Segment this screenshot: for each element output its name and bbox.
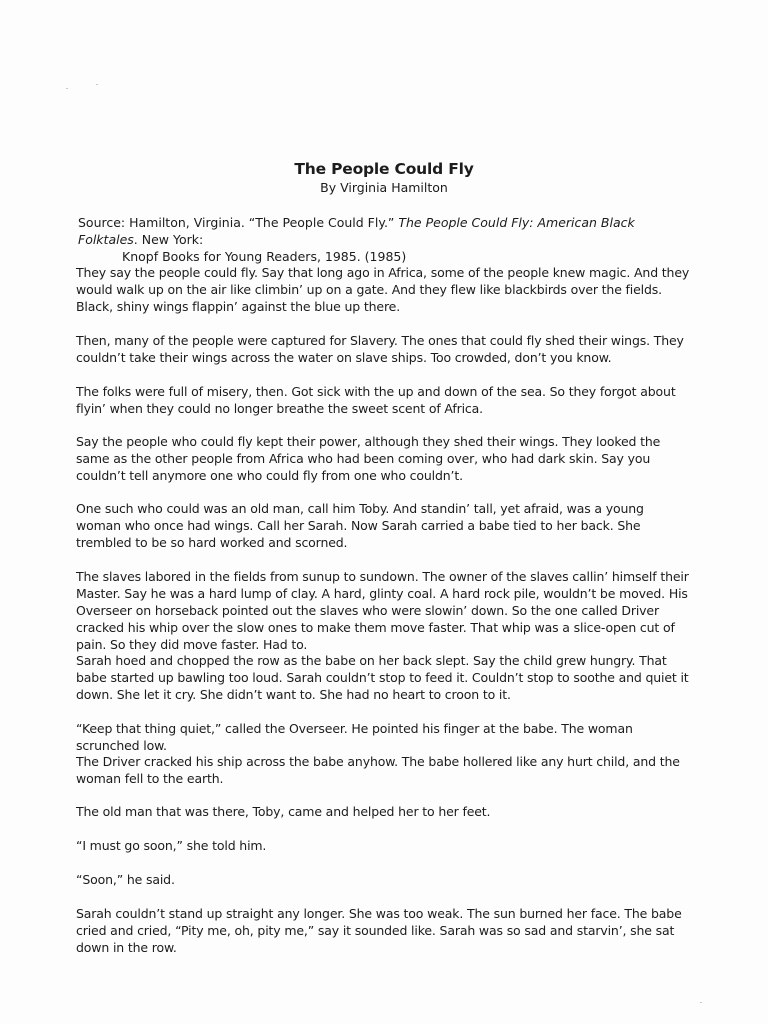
paragraph: Then, many of the people were captured for Slavery. The ones that could fly shed their wings. They couldn’t take their wings across the water on slave ships. Too crowded, don’t you know. xyxy=(76,333,684,365)
source-citation xyxy=(78,214,698,265)
paragraph: One such who could was an old man, call him Toby. And standin’ tall, yet afraid, was a young woman who once had wings. Call her Sarah. Now Sarah carried a babe tied to her back. She trembled to be so hard worked and scorned. xyxy=(76,501,644,550)
paragraph: Sarah couldn’t stand up straight any longer. She was too weak. The sun burned her face. The babe cried and cried, “Pity me, oh, pity me,” say it sounded like. Sarah was so sad and starvin’, she sat down in the row. xyxy=(76,906,682,955)
scan-speck xyxy=(66,88,68,89)
document-title: The People Could Fly xyxy=(294,160,474,178)
paragraph: Sarah hoed and chopped the row as the babe on her back slept. Say the child grew hungry. That babe started up bawling too loud. Sarah couldn’t stop to feed it. Couldn’t stop to soothe and quiet it down. She let it cry. She didn’t want to. She had no heart to croon to it. xyxy=(76,653,689,702)
paragraph: The Driver cracked his ship across the babe anyhow. The babe hollered like any hurt child, and the woman fell to the earth. xyxy=(76,754,680,786)
source-book-title: The People Could Fly: American Black Folktales xyxy=(78,215,635,247)
paragraph: The slaves labored in the fields from sunup to sundown. The owner of the slaves callin’ himself their Master. Say he was a hard lump of clay. A hard, glinty coal. A hard rock pile, wouldn’t be moved. His Overseer on horseback pointed out the slaves who were slowin’ down. So the one called Driver cracked his whip over the slow ones to make them move faster. That whip was a slice-open cut of pain. So they did move faster. Had to. xyxy=(76,569,689,652)
source-lead: Source: Hamilton, Virginia. “The People Could Fly.” xyxy=(78,215,399,230)
paragraph: “Soon,” he said. xyxy=(76,872,175,887)
scan-speck xyxy=(96,84,98,85)
paragraph: The folks were full of misery, then. Got sick with the up and down of the sea. So they forgot about flyin’ when they could no longer breathe the sweet scent of Africa. xyxy=(76,384,676,416)
paragraph: Say the people who could fly kept their power, although they shed their wings. They looked the same as the other people from Africa who had been coming over, who had dark skin. Say you couldn’t tell anymore one who could fly from one who couldn’t. xyxy=(76,434,661,483)
scan-speck xyxy=(700,1002,702,1003)
paragraph: They say the people could fly. Say that long ago in Africa, some of the people knew magic. And they would walk up on the air like climbin’ up on a gate. And they flew like blackbirds over the fields. Black, shiny wings flappin’ against the blue up there. xyxy=(76,265,690,314)
document-author: By Virginia Hamilton xyxy=(320,180,448,195)
paragraph: “I must go soon,” she told him. xyxy=(76,838,267,853)
source-line-2: Knopf Books for Young Readers, 1985. (1985) xyxy=(122,249,407,264)
paragraph: The old man that was there, Toby, came and helped her to her feet. xyxy=(76,804,491,819)
paragraph: “Keep that thing quiet,” called the Overseer. He pointed his finger at the babe. The woman scrunched low. xyxy=(76,721,633,753)
source-tail: . New York: xyxy=(133,232,204,247)
